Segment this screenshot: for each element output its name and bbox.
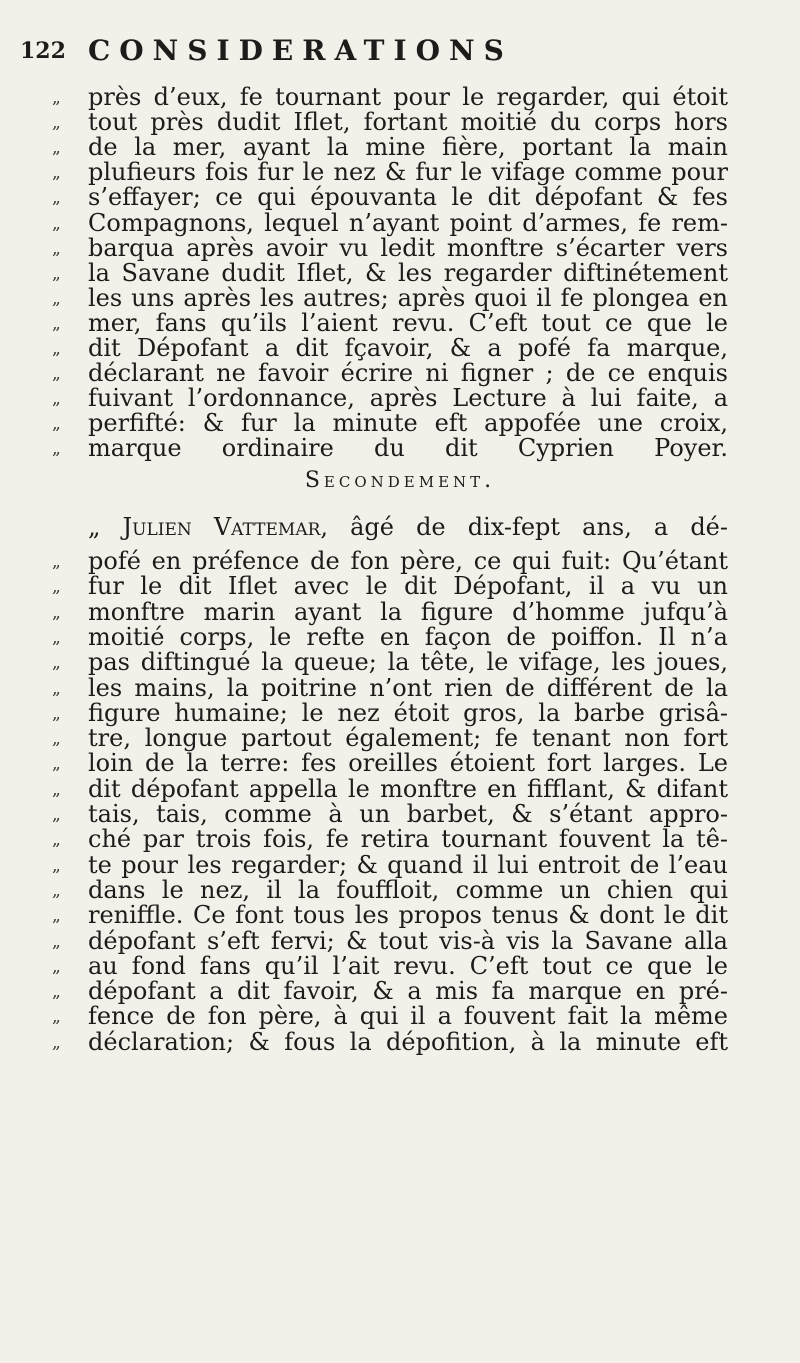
paragraph-2-line: les mains, la poitrine n’ont rien de différent de la <box>88 673 728 702</box>
paragraph-1-line: Compagnons, lequel n’ayant point d’armes, fe rem- <box>88 208 728 237</box>
paragraph-1-line: marque ordinaire du dit Cyprien Poyer. <box>88 434 728 463</box>
paragraph-2-line: tre, longue partout également; fe tenant non fort <box>88 724 728 753</box>
margin-quote-mark: „ <box>52 439 61 460</box>
paragraph-2-line: loin de la terre: fes oreilles étoient fort larges. Le <box>88 749 728 778</box>
margin-quote-mark: „ <box>52 138 61 159</box>
margin-quote-mark: „ <box>52 213 61 234</box>
paragraph-1-line: dit Dépofant a dit fçavoir, & a pofé fa marque, <box>88 334 728 362</box>
paragraph-2-line: déclaration; & fous la dépofition, à la minute eft <box>88 1027 728 1056</box>
paragraph-2-line: dans le nez, il la fouffloit, comme un chien qui <box>88 875 728 904</box>
paragraph-2-line: tais, tais, comme à un barbet, & s’étant appro- <box>88 800 728 828</box>
margin-quote-mark: „ <box>52 163 61 184</box>
paragraph-2-line: dit dépofant appella le monftre en fifflant, & difant <box>88 774 728 803</box>
deponent-name: Julien Vattemar <box>122 513 321 541</box>
paragraph-1-line: la Savane dudit Iflet, & les regarder diftinétement <box>88 258 728 287</box>
paragraph-2-line: monftre marin ayant la figure d’homme jufqu’à <box>88 597 728 626</box>
paragraph-2-line: fur le dit Iflet avec le dit Dépofant, il a vu un <box>88 572 728 601</box>
paragraph-2-line: au fond fans qu’il l’ait revu. C’eft tout ce que le <box>88 951 728 980</box>
paragraph-2-line: pofé en préfence de fon père, ce qui fuit: Qu’étant <box>88 547 728 575</box>
paragraph-2-line: pas diftingué la queue; la tête, le vifage, les joues, <box>88 648 728 677</box>
margin-quote-mark: „ <box>52 339 61 359</box>
margin-quote-mark: „ <box>52 627 61 648</box>
margin-quote-mark: „ <box>52 263 61 284</box>
margin-quote-mark: „ <box>52 982 61 1003</box>
margin-quote-mark: „ <box>52 830 61 851</box>
paragraph-1-line: de la mer, ayant la mine fière, portant la main <box>88 133 728 162</box>
paragraph-1-line: les uns après les autres; après quoi il fe plongea en <box>88 283 728 312</box>
margin-quote-mark: „ <box>52 1007 61 1028</box>
paragraph-2-line: reniffle. Ce font tous les propos tenus & dont le dit <box>88 901 728 930</box>
margin-quote-mark: „ <box>52 552 61 572</box>
paragraph-1-line: perfifté: & fur la minute eft appofée une croix, <box>88 409 728 438</box>
paragraph-2-line: dépofant s’eft fervi; & tout vis-à vis la Savane alla <box>88 926 728 955</box>
page-number: 122 <box>20 38 66 64</box>
margin-quote-mark: „ <box>52 577 61 598</box>
paragraph-1-line: tout près dudit Iflet, fortant moitié du corps hors <box>88 108 728 137</box>
paragraph-1-line: plufieurs fois fur le nez & fur le vifage comme pour <box>88 158 728 187</box>
paragraph-2-first-line <box>88 512 728 542</box>
margin-quote-mark: „ <box>52 906 61 927</box>
page-header <box>20 34 660 74</box>
paragraph-1-line: fuivant l’ordonnance, après Lecture à lui faite, a <box>88 384 728 413</box>
margin-quote-mark: „ <box>52 602 61 623</box>
paragraph-2-line: dépofant a dit favoir, & a mis fa marque en pré- <box>88 977 728 1006</box>
paragraph-2-line: figure humaine; le nez étoit gros, la barbe grisâ- <box>88 698 728 727</box>
margin-quote-mark: „ <box>52 1032 61 1053</box>
margin-quote-mark: „ <box>52 779 61 800</box>
first-line-rest: , âgé de dix-fept ans, a dé- <box>320 513 728 541</box>
paragraph-2-line: te pour les regarder; & quand il lui entroit de l’eau <box>88 850 728 879</box>
margin-quote-mark: „ <box>52 389 61 410</box>
paragraph-1-line: mer, fans qu’ils l’aient revu. C’eft tout ce que le <box>88 308 728 337</box>
margin-quote-mark: „ <box>52 113 61 134</box>
margin-quote-mark: „ <box>52 414 61 435</box>
margin-quote-mark: „ <box>52 288 61 309</box>
first-line-prefix: „ <box>88 513 123 541</box>
paragraph-1-line: près d’eux, fe tournant pour le regarder, qui étoit <box>88 83 728 111</box>
margin-quote-mark: „ <box>52 805 61 825</box>
running-title: CONSIDERATIONS <box>88 34 513 67</box>
paragraph-2-line: fence de fon père, à qui il a fouvent fait la même <box>88 1002 728 1031</box>
paragraph-1-line: barqua après avoir vu ledit monftre s’écarter vers <box>88 233 728 262</box>
margin-quote-mark: „ <box>52 880 61 901</box>
paragraph-1-line: s’effayer; ce qui épouvanta le dit dépofant & fes <box>88 183 728 212</box>
margin-quote-mark: „ <box>52 313 61 334</box>
margin-quote-mark: „ <box>52 188 61 209</box>
paragraph-2-line: ché par trois fois, fe retira tournant fouvent la tê- <box>88 825 728 854</box>
margin-quote-mark: „ <box>52 703 61 724</box>
paragraph-2-line: moitié corps, le refte en façon de poiffon. Il n’a <box>88 622 728 651</box>
margin-quote-mark: „ <box>52 729 61 750</box>
margin-quote-mark: „ <box>52 653 61 674</box>
margin-quote-mark: „ <box>52 956 61 977</box>
paragraph-1-line: déclarant ne favoir écrire ni figner ; de ce enquis <box>88 359 728 388</box>
margin-quote-mark: „ <box>52 364 61 385</box>
margin-quote-mark: „ <box>52 931 61 952</box>
margin-quote-mark: „ <box>52 88 61 108</box>
section-heading: Secondement. <box>304 468 496 493</box>
margin-quote-mark: „ <box>52 855 61 876</box>
margin-quote-mark: „ <box>52 678 61 699</box>
margin-quote-mark: „ <box>52 238 61 259</box>
margin-quote-mark: „ <box>52 754 61 775</box>
